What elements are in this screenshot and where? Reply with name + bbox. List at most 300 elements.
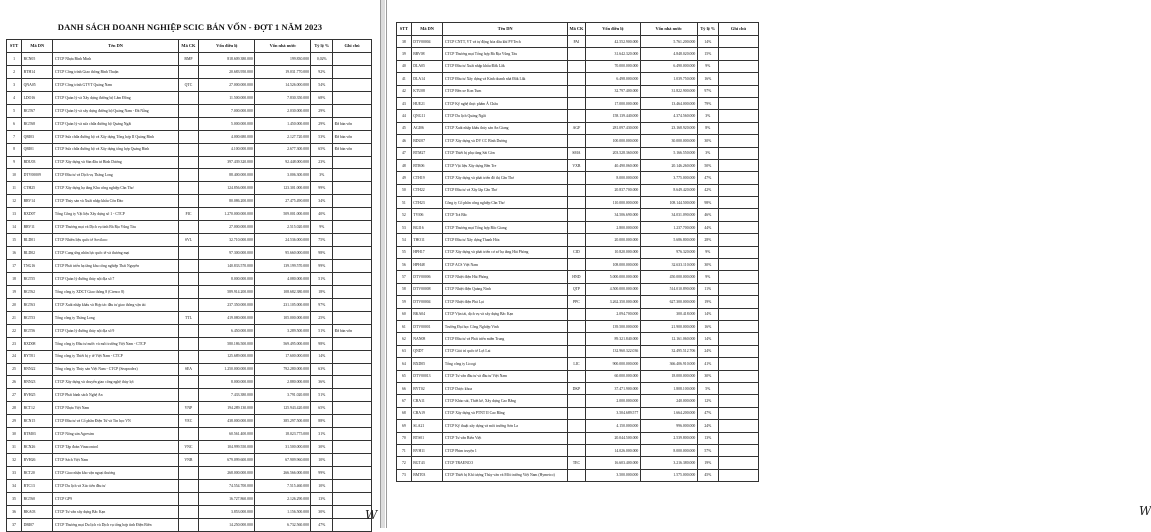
cell-stt: 46	[397, 135, 412, 147]
cell-von-nha-nuoc: 7.515.460.000	[255, 479, 311, 492]
table-body-right	[397, 36, 759, 482]
cell-ma-ck	[178, 104, 199, 117]
cell-ty-le: 44%	[697, 221, 718, 233]
cell-stt: 45	[397, 122, 412, 134]
cell-ma-dn: BYT02	[411, 382, 443, 394]
cell-ty-le: 99%	[311, 182, 333, 195]
cell-ma-ck	[178, 505, 199, 518]
cell-stt: 10	[7, 169, 22, 182]
cell-stt: 16	[7, 247, 22, 260]
cell-von-nha-nuoc: 67.909.960.000	[255, 454, 311, 467]
header-von-dieu-le: Vốn điều lệ	[585, 23, 640, 36]
table-row	[7, 467, 372, 480]
cell-ten-dn: CTCP Thiết bị Khí tượng Thủy văn và Môi trường Việt Nam (Hymetco)	[443, 469, 568, 481]
header-ghi-chu: Ghi chú	[718, 23, 758, 36]
cell-ghi-chu	[333, 298, 372, 311]
cell-von-nha-nuoc: 23.168.920.000	[640, 122, 697, 134]
cell-ghi-chu	[718, 457, 758, 469]
cell-ghi-chu	[718, 246, 758, 258]
cell-ma-ck	[567, 308, 585, 320]
cell-ma-dn: SLA21	[411, 420, 443, 432]
cell-ma-dn: BCN15	[22, 415, 53, 428]
cell-ty-le: 42%	[697, 184, 718, 196]
cell-ty-le: 31%	[311, 428, 333, 441]
cell-ty-le: 14%	[311, 350, 333, 363]
cell-ma-ck	[178, 479, 199, 492]
cell-ma-ck	[178, 247, 199, 260]
cell-von-dieu-le: 818.609.380.000	[199, 53, 255, 66]
cell-ma-ck: QTC	[178, 78, 199, 91]
table-row	[7, 479, 372, 492]
cell-ten-dn: CTCP Tư vấn Biển Việt	[443, 432, 568, 444]
table-row	[397, 135, 759, 147]
cell-ghi-chu	[718, 382, 758, 394]
cell-ty-le: 47%	[311, 518, 333, 531]
cell-von-dieu-le: 20.837.700.000	[585, 184, 640, 196]
cell-ma-ck	[178, 182, 199, 195]
cell-ma-dn: BLD02	[22, 247, 53, 260]
cell-ten-dn: CTCP TRAENCO	[443, 457, 568, 469]
header-ma-ck: Mã CK	[567, 23, 585, 36]
table-row	[397, 246, 759, 258]
cell-ty-le: 25%	[311, 311, 333, 324]
cell-von-nha-nuoc: 385.297.500.000	[255, 415, 311, 428]
cell-stt: 4	[7, 91, 22, 104]
cell-stt: 19	[7, 285, 22, 298]
cell-ghi-chu: Đã bán vốn	[333, 117, 372, 130]
cell-ma-ck: VNB	[178, 454, 199, 467]
table-row	[7, 130, 372, 143]
cell-stt: 42	[397, 85, 412, 97]
cell-von-nha-nuoc: 3.216.380.000	[640, 457, 697, 469]
cell-von-nha-nuoc: 3.289.500.000	[255, 324, 311, 337]
cell-stt: 22	[7, 324, 22, 337]
cell-stt: 53	[397, 221, 412, 233]
table-row	[7, 221, 372, 234]
cell-ma-dn: CBA11	[411, 395, 443, 407]
header-von-nha-nuoc: Vốn nhà nước	[640, 23, 697, 36]
cell-ten-dn: CTCP Nông sản Agrexim	[53, 428, 178, 441]
cell-ten-dn: Trường Đại học Công Nghiệp Vinh	[443, 320, 568, 332]
cell-von-dieu-le: 8.000.000.000	[199, 272, 255, 285]
cell-stt: 65	[397, 370, 412, 382]
cell-von-nha-nuoc: 27.475.490.000	[255, 195, 311, 208]
cell-von-nha-nuoc: 231.105.000.000	[255, 298, 311, 311]
table-row	[7, 518, 372, 531]
cell-ma-ck	[178, 298, 199, 311]
cell-ty-le: 68%	[311, 91, 333, 104]
cell-stt: 1	[7, 53, 22, 66]
cell-ma-ck	[567, 395, 585, 407]
cell-stt: 5	[7, 104, 22, 117]
cell-ma-ck: PPC	[567, 296, 585, 308]
cell-von-dieu-le: 8.000.000.000	[199, 376, 255, 389]
cell-ma-dn: BGI16	[411, 221, 443, 233]
cell-von-dieu-le: 7.000.000.000	[199, 104, 255, 117]
enterprise-table-left	[6, 39, 372, 532]
table-row	[7, 363, 372, 376]
cell-von-nha-nuoc: 14.526.000.000	[255, 78, 311, 91]
cell-ty-le: 63%	[311, 363, 333, 376]
cell-ma-ck: AGF	[567, 122, 585, 134]
cell-von-nha-nuoc: 2.126.290.000	[255, 492, 311, 505]
cell-ten-dn: Công ty Cổ phần công nghiệp Cần Thơ	[443, 197, 568, 209]
cell-von-dieu-le: 5.000.000.000.000	[585, 271, 640, 283]
cell-ten-dn: CTCP Bến xe Kon Tum	[443, 85, 568, 97]
cell-stt: 12	[7, 195, 22, 208]
header-ma-ck: Mã CK	[178, 40, 199, 53]
table-row	[7, 195, 372, 208]
cell-von-nha-nuoc: 8.000.000.000	[640, 444, 697, 456]
header-ma-dn: Mã DN	[411, 23, 443, 36]
cell-ty-le: 51%	[311, 324, 333, 337]
cell-ten-dn: CTCP Sách Việt Nam	[53, 454, 178, 467]
cell-ghi-chu	[333, 156, 372, 169]
cell-ten-dn: CTCP Xây dựng và phát triển cơ sở hạ tầng Hải Phòng	[443, 246, 568, 258]
cell-ten-dn: CTCP Sửa chữa đường bộ và Xây dựng tổng hợp Quảng Bình	[53, 143, 178, 156]
cell-ma-ck	[567, 85, 585, 97]
cell-ty-le: 53%	[311, 130, 333, 143]
cell-stt: 62	[397, 333, 412, 345]
table-row	[397, 271, 759, 283]
table-row	[7, 104, 372, 117]
cell-ty-le: 13%	[311, 492, 333, 505]
cell-ghi-chu	[718, 209, 758, 221]
cell-ma-ck	[178, 91, 199, 104]
cell-ty-le: 29%	[311, 104, 333, 117]
cell-ghi-chu	[718, 48, 758, 60]
header-von-nha-nuoc: Vốn nhà nước	[255, 40, 311, 53]
table-row	[7, 428, 372, 441]
cell-ma-ck	[567, 469, 585, 481]
cell-ma-ck	[567, 370, 585, 382]
cell-ma-ck	[178, 467, 199, 480]
cell-ten-dn: CTCP Công trình GTVT Quảng Nam	[53, 78, 178, 91]
cell-stt: 63	[397, 345, 412, 357]
cell-von-nha-nuoc: 266.566.000.000	[255, 467, 311, 480]
cell-von-nha-nuoc: 1.575.000.000	[640, 469, 697, 481]
cell-von-dieu-le: 70.000.000.000	[585, 60, 640, 72]
cell-ty-le: 12%	[697, 395, 718, 407]
cell-ghi-chu	[333, 260, 372, 273]
cell-ten-dn: CTCP Vận tải, dịch vụ và xây dựng Bắc Kạn	[443, 308, 568, 320]
cell-ma-dn: QNG11	[411, 110, 443, 122]
cell-ten-dn: Tổng Công ty Vật liệu Xây dựng số 1 - CTCP	[53, 208, 178, 221]
cell-stt: 24	[7, 350, 22, 363]
table-row	[7, 65, 372, 78]
header-ty-le: Tỷ lệ %	[311, 40, 333, 53]
cell-ten-dn: CTCP Thương mại Tổng hợp Bắc Giang	[443, 221, 568, 233]
cell-ten-dn: Tổng công ty Thủy sản Việt Nam - CTCP (Seaprodex)	[53, 363, 178, 376]
table-row	[397, 420, 759, 432]
table-row	[397, 457, 759, 469]
cell-stt: 2	[7, 65, 22, 78]
table-row	[397, 370, 759, 382]
cell-ty-le: 46%	[697, 209, 718, 221]
cell-von-dieu-le: 419.080.000.000	[199, 311, 255, 324]
cell-stt: 58	[397, 283, 412, 295]
table-row	[397, 320, 759, 332]
table-header-row	[7, 40, 372, 53]
cell-ty-le: 65%	[311, 402, 333, 415]
cell-ma-dn: BCN26	[22, 441, 53, 454]
cell-von-nha-nuoc: 32.633.110.000	[640, 259, 697, 271]
cell-von-nha-nuoc: 125.943.420.000	[255, 402, 311, 415]
cell-ma-dn: BVH11	[411, 444, 443, 456]
cell-ghi-chu	[718, 60, 758, 72]
cell-ten-dn: CTCP Nhiên liệu quốc tế Sovilaco	[53, 234, 178, 247]
cell-von-dieu-le: 4.000.680.000	[199, 130, 255, 143]
cell-stt: 66	[397, 382, 412, 394]
table-row	[7, 208, 372, 221]
cell-von-nha-nuoc: 12.161.060.000	[640, 333, 697, 345]
cell-ma-ck	[178, 272, 199, 285]
cell-ghi-chu	[718, 407, 758, 419]
cell-von-dieu-le: 6.498.000.000	[585, 73, 640, 85]
cell-stt: 13	[7, 208, 22, 221]
cell-ty-le: 54%	[311, 78, 333, 91]
cell-stt: 52	[397, 209, 412, 221]
cell-ten-dn: CTCP Xây dựng và Sản đầu tư Bình Dương	[53, 156, 178, 169]
cell-ghi-chu	[333, 234, 372, 247]
cell-von-dieu-le: 11.500.000.000	[199, 91, 255, 104]
signature-mark: W	[1139, 504, 1151, 518]
cell-ma-dn: BGT55	[22, 272, 53, 285]
cell-von-dieu-le: 2.094.700.000	[585, 308, 640, 320]
table-row	[7, 53, 372, 66]
cell-ten-dn: CTCP Xuất nhập khẩu thủy sản An Giang	[443, 122, 568, 134]
cell-ten-dn: CTCP Thiết bị phụ tùng Sài Gòn	[443, 147, 568, 159]
cell-von-dieu-le: 4.500.000.000.000	[585, 283, 640, 295]
cell-ghi-chu	[333, 376, 372, 389]
cell-ghi-chu	[718, 358, 758, 370]
cell-ghi-chu	[333, 467, 372, 480]
cell-von-nha-nuoc: 18.000.000.000	[640, 370, 697, 382]
table-row	[397, 333, 759, 345]
cell-ma-ck	[178, 492, 199, 505]
cell-ghi-chu	[333, 221, 372, 234]
cell-von-dieu-le: 1.250.000.000.000	[199, 363, 255, 376]
cell-stt: 61	[397, 320, 412, 332]
cell-ty-le: 9%	[697, 271, 718, 283]
cell-ty-le: 47%	[697, 407, 718, 419]
cell-ten-dn: CTCP Phim truyện 1	[443, 444, 568, 456]
cell-von-nha-nuoc: 976.320.000	[640, 246, 697, 258]
cell-von-nha-nuoc: 5.166.550.000	[640, 147, 697, 159]
cell-ma-ck	[178, 195, 199, 208]
cell-ma-ck	[178, 65, 199, 78]
cell-ghi-chu	[333, 78, 372, 91]
cell-von-nha-nuoc: 7.830.350.000	[255, 91, 311, 104]
cell-stt: 18	[7, 272, 22, 285]
cell-ty-le: 18%	[311, 285, 333, 298]
cell-ghi-chu	[333, 389, 372, 402]
cell-ma-ck: TTL	[178, 311, 199, 324]
table-row	[397, 184, 759, 196]
cell-ma-ck	[567, 420, 585, 432]
cell-ma-ck	[567, 259, 585, 271]
cell-ten-dn: CTCP Đầu tư và Xây lắp Cần Thơ	[443, 184, 568, 196]
cell-von-dieu-le: 10.820.000.000	[585, 246, 640, 258]
page-gutter	[381, 0, 385, 528]
cell-von-dieu-le: 3.262.350.000.000	[585, 296, 640, 308]
cell-stt: 27	[7, 389, 22, 402]
cell-ty-le: 98%	[311, 247, 333, 260]
cell-von-dieu-le: 8.000.000.000	[585, 172, 640, 184]
cell-ma-ck	[178, 376, 199, 389]
cell-von-nha-nuoc: 627.300.000.000	[640, 296, 697, 308]
cell-von-dieu-le: 5.000.000.000	[199, 117, 255, 130]
cell-ten-dn: CTCP Quản lý đường thủy nội địa số 9	[53, 324, 178, 337]
cell-ma-ck: HND	[567, 271, 585, 283]
cell-von-nha-nuoc: 509.001.000.000	[255, 208, 311, 221]
cell-stt: 28	[7, 402, 22, 415]
cell-von-dieu-le: 268.000.000.000	[199, 467, 255, 480]
cell-von-nha-nuoc: 3.791.020.000	[255, 389, 311, 402]
table-row	[7, 376, 372, 389]
table-row	[397, 444, 759, 456]
table-row	[7, 311, 372, 324]
cell-von-dieu-le: 124.856.000.000	[199, 182, 255, 195]
cell-ty-le: 15%	[697, 48, 718, 60]
cell-ten-dn: Tổng công ty Thiết bị y tế Việt Nam - CTCP	[53, 350, 178, 363]
cell-von-nha-nuoc: 21.900.000.000	[640, 320, 697, 332]
cell-von-dieu-le: 438.000.000.000	[199, 415, 255, 428]
cell-ty-le: 16%	[697, 73, 718, 85]
cell-von-nha-nuoc: 13.464.000.000	[640, 97, 697, 109]
table-row	[397, 234, 759, 246]
cell-ten-dn: CTCP Nhiệt điện Hải Phòng	[443, 271, 568, 283]
table-row	[7, 169, 372, 182]
cell-stt: 73	[397, 469, 412, 481]
cell-ma-dn: BLD01	[22, 234, 53, 247]
cell-ghi-chu	[333, 272, 372, 285]
cell-ten-dn: CTCP Xuất nhập khẩu và Hợp tác đầu tư giao thông vận tải	[53, 298, 178, 311]
cell-ten-dn: CTCP Phát hành sách Nghệ An	[53, 389, 178, 402]
cell-stt: 29	[7, 415, 22, 428]
cell-ty-le: 3%	[697, 147, 718, 159]
cell-stt: 15	[7, 234, 22, 247]
cell-stt: 34	[7, 479, 22, 492]
table-row	[7, 117, 372, 130]
cell-ma-dn: BDU03	[22, 156, 53, 169]
cell-ma-ck: SMA	[567, 147, 585, 159]
cell-ten-dn: CTCP Thương mại Tổng hợp Bà Rịa Vũng Tàu	[443, 48, 568, 60]
cell-stt: 37	[7, 518, 22, 531]
cell-ma-dn: BTS01	[411, 432, 443, 444]
cell-ghi-chu	[718, 110, 758, 122]
cell-ma-ck: BMP	[178, 53, 199, 66]
cell-ma-dn: HPH17	[411, 246, 443, 258]
cell-ghi-chu	[718, 197, 758, 209]
cell-von-nha-nuoc: 92.448.000.000	[255, 156, 311, 169]
cell-von-nha-nuoc: 1.156.500.000	[255, 505, 311, 518]
cell-ten-dn: CTCP Xây dựng và PTNT II Cao Bằng	[443, 407, 568, 419]
cell-von-nha-nuoc: 2.880.000.000	[255, 376, 311, 389]
cell-ty-le: 11%	[697, 283, 718, 295]
cell-ma-ck	[567, 184, 585, 196]
cell-ten-dn: CTCP Xây dựng và phát triển đô thị Cần Thơ	[443, 172, 568, 184]
cell-ten-dn: CTCP Giải trí quốc tế Lợi Lai	[443, 345, 568, 357]
cell-ten-dn: CTCP ACS Việt Nam	[443, 259, 568, 271]
cell-ty-le: 41%	[697, 358, 718, 370]
cell-von-nha-nuoc: 2.127.720.000	[255, 130, 311, 143]
cell-ten-dn: CTCP Đầu tư Xây dựng Thanh Hóa	[443, 234, 568, 246]
table-row	[7, 505, 372, 518]
cell-ten-dn: CTCP Nhiệt điện Quảng Ninh	[443, 283, 568, 295]
cell-stt: 55	[397, 246, 412, 258]
cell-ma-ck: VXB	[567, 159, 585, 171]
cell-von-dieu-le: 4.100.000.000	[199, 143, 255, 156]
table-row	[397, 469, 759, 481]
cell-ma-dn: CTH23	[411, 197, 443, 209]
cell-ghi-chu	[333, 363, 372, 376]
table-row	[397, 172, 759, 184]
header-ty-le: Tỷ lệ %	[697, 23, 718, 36]
cell-ty-le: 98%	[311, 337, 333, 350]
cell-ghi-chu	[718, 271, 758, 283]
cell-stt: 25	[7, 363, 22, 376]
cell-von-dieu-le: 237.350.000.000	[199, 298, 255, 311]
cell-ma-dn: TVI06	[411, 209, 443, 221]
cell-von-dieu-le: 34.506.690.000	[585, 209, 640, 221]
cell-ghi-chu	[718, 73, 758, 85]
table-row	[7, 454, 372, 467]
cell-ma-dn: DTV00004	[411, 296, 443, 308]
cell-ma-dn: BGT68	[22, 117, 53, 130]
cell-von-dieu-le: 679.099.600.000	[199, 454, 255, 467]
cell-von-dieu-le: 4.150.000.000	[585, 420, 640, 432]
cell-von-nha-nuoc: 105.000.000.000	[255, 311, 311, 324]
cell-ten-dn: CTCP Quản lý và sửa chữa đường bộ Quảng Ngãi	[53, 117, 178, 130]
cell-ma-dn: BGT60	[22, 492, 53, 505]
cell-stt: 64	[397, 358, 412, 370]
cell-ma-dn: DTV00001	[411, 320, 443, 332]
table-row	[7, 182, 372, 195]
cell-ten-dn: CTCP Sửa chữa đường bộ và Xây dựng Tổng hợp II Quảng Bình	[53, 130, 178, 143]
cell-von-dieu-le: 20.044.500.000	[585, 432, 640, 444]
cell-ten-dn: CTCP Thương mại và Dịch vụ tỉnh Bà Rịa Vũng Tàu	[53, 221, 178, 234]
cell-stt: 30	[7, 428, 22, 441]
table-row	[397, 122, 759, 134]
cell-von-nha-nuoc: 2.539.800.000	[640, 432, 697, 444]
cell-ma-ck	[178, 350, 199, 363]
cell-ten-dn: CTCP Thương mại Du lịch và Dịch vụ tổng hợp tỉnh Điện Biên	[53, 518, 178, 531]
cell-ten-dn: CTCP CNTT, VT và tự động hóa dầu khí PVTech	[443, 36, 568, 48]
cell-stt: 36	[7, 505, 22, 518]
cell-ma-ck	[567, 444, 585, 456]
cell-ghi-chu	[333, 182, 372, 195]
cell-ma-dn: BGT63	[22, 298, 53, 311]
cell-ma-ck	[178, 285, 199, 298]
cell-von-dieu-le: 40.490.060.000	[585, 159, 640, 171]
table-row	[7, 234, 372, 247]
cell-ghi-chu	[718, 420, 758, 432]
cell-von-nha-nuoc: 20.146.260.000	[640, 159, 697, 171]
cell-ghi-chu	[718, 221, 758, 233]
cell-ghi-chu	[718, 97, 758, 109]
cell-von-dieu-le: 16.603.400.000	[585, 457, 640, 469]
cell-ma-dn: CTH22	[411, 184, 443, 196]
cell-von-nha-nuoc: 2.030.000.000	[255, 104, 311, 117]
table-row	[7, 402, 372, 415]
cell-ten-dn: CTCP Trà Bắc	[443, 209, 568, 221]
table-row	[7, 272, 372, 285]
table-row	[397, 432, 759, 444]
cell-von-dieu-le: 14.250.000.000	[199, 518, 255, 531]
table-row	[7, 492, 372, 505]
document-page-left	[0, 0, 381, 528]
